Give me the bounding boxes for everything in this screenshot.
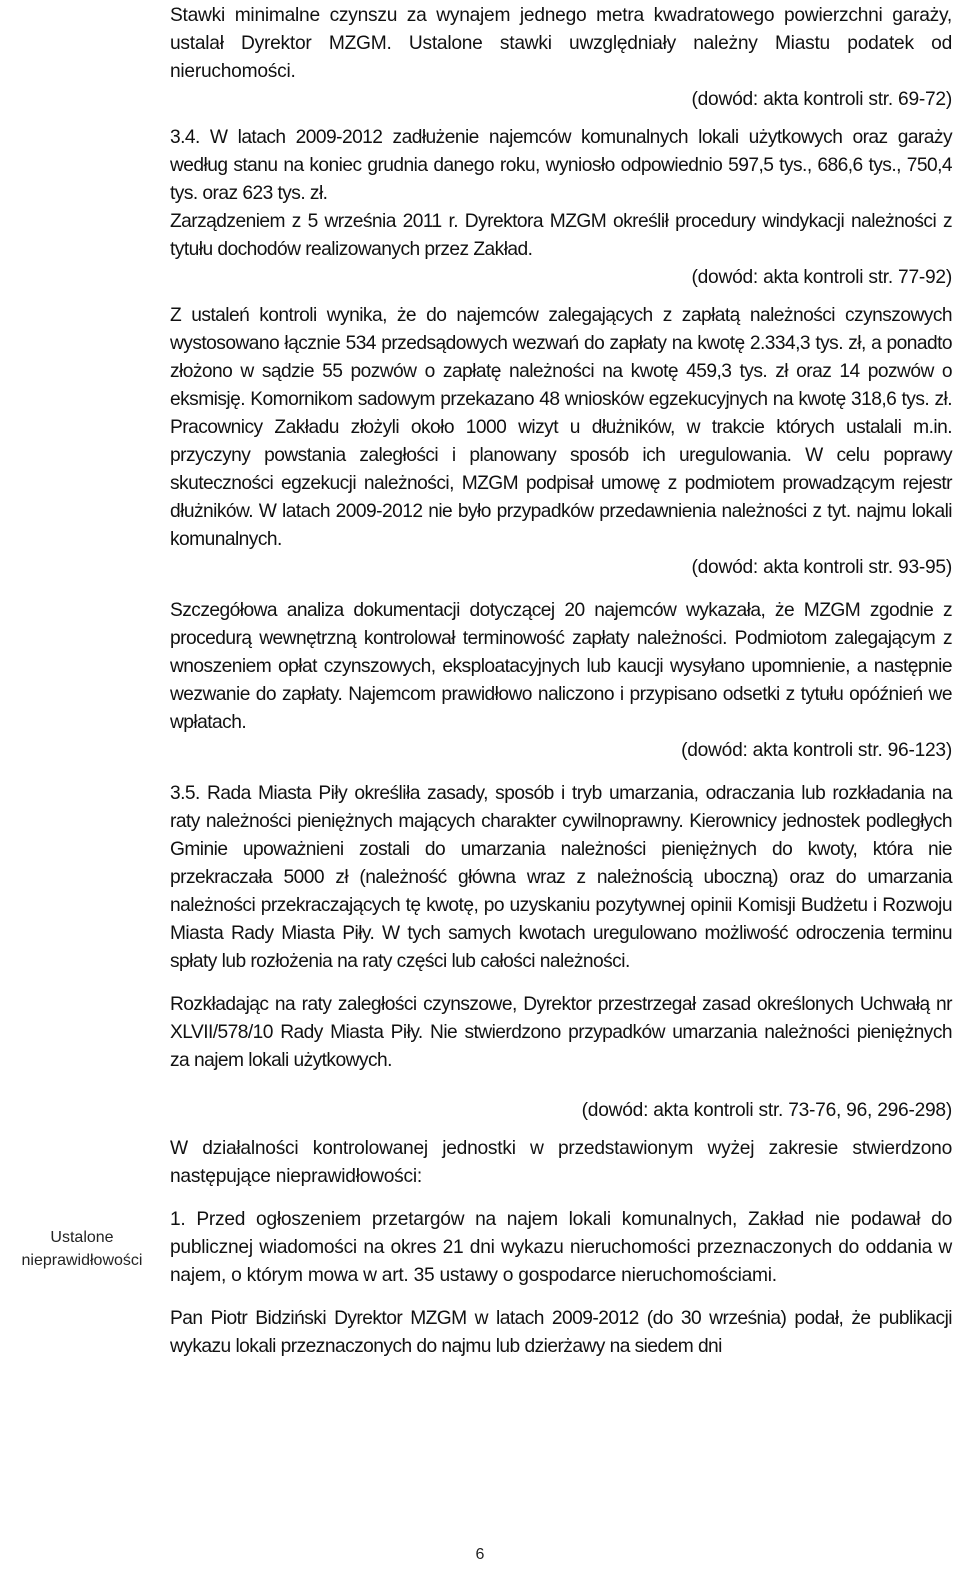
- paragraph-detailed-analysis: Szczegółowa analiza dokumentacji dotyczącej 20 najemców wykazała, że MZGM zgodnie z procedurą wewnętrzną kontrolował terminowość zapłaty należności. Podmiotom zalegającym z wnoszeniem opłat czynszowych, eksploatacyjnych lub kaucji wysyłano upomnienie, a następnie wezwanie do zapłaty. Najemcom prawidłowo naliczono i przypisano odsetki z tytułu opóźnień we wpłatach.: [170, 600, 952, 733]
- main-text-column: [170, 2, 952, 1361]
- paragraph-irregularity-1: 1. Przed ogłoszeniem przetargów na najem lokali komunalnych, Zakład nie podawał do publicznej wiadomości na okres 21 dni wykazu nieruchomości przeznaczonych do oddania w najem, o którym mowa w art. 35 ustawy o gospodarce nieruchomościami.: [170, 1209, 952, 1286]
- paragraph-ordinance: Zarządzeniem z 5 września 2011 r. Dyrektora MZGM określił procedury windykacji należności z tytułu dochodów realizowanych przez Zakład.: [170, 211, 952, 260]
- margin-note-irregularities: Ustalone nieprawidłowości: [21, 1229, 143, 1269]
- paragraph-control-findings: Z ustaleń kontroli wynika, że do najemców zalegających z zapłatą należności czynszowych wystosowano łącznie 534 przedsądowych wezwań do zapłaty na kwotę 2.334,3 tys. zł, a ponadto złożono w sądzie 55 pozwów o zapłatę należności na kwotę 459,3 tys. zł oraz 14 pozwów o eksmisję. Komornikom sadowym przekazano 48 wniosków egzekucyjnych na kwotę 318,6 tys. zł. Pracownicy Zakładu złożyli około 1000 wizyt u dłużników, w trakcie których ustalali m.in. przyczyny powstania zaległości i planowany sposób ich uregulowania. W celu poprawy skuteczności egzekucji należności, MZGM podpisał umowę z podmiotem prowadzącym rejestr dłużników. W latach 2009-2012 nie było przypadków przedawnienia należności z tyt. najmu lokali komunalnych.: [170, 305, 952, 550]
- paragraph-3-4-debt: 3.4. W latach 2009-2012 zadłużenie najemców komunalnych lokali użytkowych oraz garaży według stanu na koniec grudnia danego roku, wyniosło odpowiednio 597,5 tys., 686,6 tys., 750,4 tys. oraz 623 tys. zł.: [170, 127, 952, 204]
- evidence-reference: (dowód: akta kontroli str. 69-72): [691, 89, 952, 110]
- paragraph-garage-rates: Stawki minimalne czynszu za wynajem jednego metra kwadratowego powierzchni garaży, ustalał Dyrektor MZGM. Ustalone stawki uwzględniały należny Miastu podatek od nieruchomości.: [170, 5, 952, 82]
- page-number: 6: [475, 1546, 485, 1563]
- evidence-reference: (dowód: akta kontroli str. 77-92): [691, 267, 952, 288]
- paragraph-3-5-city-council: 3.5. Rada Miasta Piły określiła zasady, sposób i tryb umarzania, odraczania lub rozkładania na raty należności pieniężnych mających charakter cywilnoprawny. Kierownicy jednostek podległych Gminie upoważnieni zostali do umarzania należności pieniężnych do kwoty, która nie przekraczała 5000 zł (należność główna wraz z należnością uboczną) oraz do umarzania należności przekraczających tę kwotę, po uzyskaniu pozytywnej opinii Komisji Budżetu i Rozwoju Miasta Rady Miasta Piły. W tych samych kwotach uregulowano możliwość odroczenia terminu spłaty lub rozłożenia na raty części lub całości należności.: [170, 783, 952, 972]
- paragraph-director-statement: Pan Piotr Bidziński Dyrektor MZGM w latach 2009-2012 (do 30 września) podał, że publikacji wykazu lokali przeznaczonych do najmu lub dzierżawy na siedem dni: [170, 1308, 952, 1357]
- evidence-reference: (dowód: akta kontroli str. 93-95): [691, 557, 952, 578]
- evidence-reference: (dowód: akta kontroli str. 73-76, 96, 296-298): [581, 1100, 952, 1121]
- paragraph-irregularities-intro: W działalności kontrolowanej jednostki w przedstawionym wyżej zakresie stwierdzono następujące nieprawidłowości:: [170, 1138, 952, 1187]
- evidence-reference: (dowód: akta kontroli str. 96-123): [681, 740, 952, 761]
- paragraph-installments: Rozkładając na raty zaległości czynszowe, Dyrektor przestrzegał zasad określonych Uchwałą nr XLVII/578/10 Rady Miasta Piły. Nie stwierdzono przypadków umarzania należności pieniężnych za najem lokali użytkowych.: [170, 994, 952, 1071]
